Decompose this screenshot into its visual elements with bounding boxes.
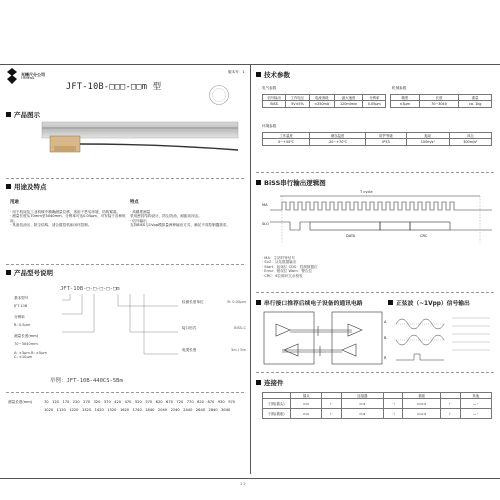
length-value: 570 xyxy=(145,400,153,404)
environment-table: 工作温度 储存温度 防护等级 振动 冲击 0~+50℃ -20~+70℃ IP53 100m/s² 300m/s² xyxy=(262,132,492,146)
biss-timing-diagram xyxy=(270,194,492,248)
section-bullet-icon xyxy=(256,380,261,385)
sine-label-a: A xyxy=(384,320,387,324)
length-value: 1020 xyxy=(44,408,54,412)
section-product-figure: 产品图示 xyxy=(6,110,40,119)
connector-plug-icon: ⊏▭ xyxy=(291,409,322,419)
logo-icon xyxy=(6,68,18,84)
logo-cn: 光栅尺分公司 xyxy=(21,71,45,77)
model-code-template: JFT-10B-□-□-□-□-□m xyxy=(60,286,120,292)
length-value: 2840 xyxy=(208,408,218,412)
mechanical-table: 精度 长度 重量 ±3μm 70~3040 ca. 1kg xyxy=(390,94,492,108)
section-bullet-icon xyxy=(256,300,261,305)
sine-wave-diagram xyxy=(392,310,492,370)
length-value: 970 xyxy=(228,400,236,404)
section-usage: 用途及特点 xyxy=(6,182,47,191)
length-value: 1120 xyxy=(56,408,66,412)
center-divider xyxy=(250,64,251,474)
model-right-labels: 检测长度单位 B: 0.05μm 接口形式 BiSS-C 电缆长度 3m / 5m xyxy=(182,300,246,352)
page-version: 版本号：1 xyxy=(228,70,245,74)
electrical-table: 信号输出 工作电压 电流消耗 最大速度 分辨率 BiSS 5V±5% <250mA 120m/min 0.05μm xyxy=(262,94,386,108)
model-field-list: 基本型号 JFT-10B 分辨率 B: 0.5μm 测量长度(mm) 70~3040mm A: ±3μm B: ±5μm C: ±10μm xyxy=(14,296,64,360)
connector-icon: ⊏▭⊐ xyxy=(403,399,441,409)
length-value: 1740 xyxy=(132,408,142,412)
footer-page-number: 1 2 xyxy=(240,482,246,486)
section-bullet-icon xyxy=(6,112,11,117)
length-value: 270 xyxy=(83,400,91,404)
usage-col2-list: · 高精度测量 采用密封结构设计，防尘防油，耐振动冲击。 · 信号输出 支持BiSS与1Vpp模拟量两种输出方式，满足不同控制器需求。 xyxy=(130,210,230,228)
model-title: JFT-10B-□□□-□□m 型 xyxy=(66,82,162,92)
connector-icon: ⊏▭⊐ xyxy=(403,409,441,419)
length-value: 2440 xyxy=(183,408,193,412)
length-value: 870 xyxy=(207,400,215,404)
length-value: 3040 xyxy=(221,408,231,412)
length-value: 470 xyxy=(124,400,132,404)
section-bullet-icon xyxy=(256,180,261,185)
sine-label-r: R xyxy=(384,356,387,360)
section-sine: 正弦波（~1Vpp）信号输出 xyxy=(388,298,470,307)
usage-col1-title: 用途 xyxy=(10,200,19,205)
length-value: 2040 xyxy=(157,408,168,412)
connector-plug-icon: ⊏▭ xyxy=(291,399,322,409)
scale-product-image xyxy=(40,118,240,162)
length-value: 1320 xyxy=(81,408,92,412)
biss-slo-label: SLO xyxy=(262,222,269,226)
length-value: 770 xyxy=(186,400,194,404)
sine-label-b: B xyxy=(384,336,387,340)
section-bullet-icon xyxy=(6,270,11,275)
length-table-label: 测量长度(mm) xyxy=(8,400,33,404)
length-value: 520 xyxy=(134,400,142,404)
length-value: 420 xyxy=(114,400,122,404)
section-connector: 连接件 xyxy=(256,378,284,387)
quality-stamp-icon xyxy=(208,84,230,106)
section-tech: 技术参数 xyxy=(256,70,290,79)
tech-sub-electrical: 电气参数 xyxy=(262,86,277,90)
connector-socket-icon: ▭⊐ xyxy=(341,409,383,419)
length-value: 1420 xyxy=(94,408,104,412)
section-circuit: 串行接口推荐后续电子设备的通讯电路 xyxy=(256,298,363,307)
section-bullet-icon xyxy=(6,184,11,189)
connector-icon: —◦ xyxy=(460,399,492,409)
length-value: 920 xyxy=(217,400,225,404)
length-value: 1840 xyxy=(145,408,155,412)
usage-col2-title: 特点 xyxy=(130,200,139,205)
bottom-rule xyxy=(0,478,500,479)
length-value: 1520 xyxy=(107,408,117,412)
length-value: 1220 xyxy=(69,408,79,412)
biss-data-label: DATA xyxy=(346,234,356,238)
connector-icon: —◦ xyxy=(460,409,492,419)
length-row-2 xyxy=(44,408,230,412)
biss-tcycle-label: T cycle xyxy=(360,190,373,194)
model-code-leader-lines xyxy=(60,292,180,372)
model-example: 举例：JFT-10B-440CS-5Bm xyxy=(50,378,123,384)
biss-notes: · MA：主站时钟信号 · SLO：从站数据输出 · Start：起始位 CDS：控制数据位 · Error：错误位 Warn：警告位 · CRC：6位循环冗余校验 xyxy=(262,256,318,278)
length-value: 120 xyxy=(52,400,59,404)
length-value: 2240 xyxy=(170,408,180,412)
usage-col1-list: · 用于机床及工业机械中精确测量位移，适用于恶劣环境，结构紧凑。 · 测量长度从70mm至3040mm，分辨率可达0.05μm，可安装于各种机床。 · 具备抗油污、防尘结构，适合数控机床闭环控制。 xyxy=(10,210,126,228)
model-field-row: 基本型号 xyxy=(14,296,29,300)
length-value: 2640 xyxy=(195,408,206,412)
communication-circuit-diagram xyxy=(262,310,387,366)
connector-socket-icon: ▭⊐ xyxy=(341,399,383,409)
tech-sub-mechanical: 机械参数 xyxy=(392,86,407,90)
section-bullet-icon xyxy=(256,72,261,77)
section-biss: BiSS串行输出逻辑图 xyxy=(256,178,326,187)
company-logo xyxy=(6,68,45,84)
length-value: 820 xyxy=(197,400,204,404)
connector-table: 插头 连接器 插座 其他 引线(插头) ⊏▭ ⊢ ▭⊐ ⊣ ⊏▭⊐ ⊢ —◦ 引线(插座) ⊏▭ ⊢ ▭⊐ ⊣ ⊏▭⊐ ⊢ —◦ xyxy=(262,392,492,419)
section-model-explain: 产品型号说明 xyxy=(6,268,53,277)
biss-ma-label: MA xyxy=(262,203,268,207)
length-value: 170 xyxy=(62,400,70,404)
length-value: 1620 xyxy=(119,408,130,412)
tech-sub-environment: 环境参数 xyxy=(262,124,277,128)
length-value: 620 xyxy=(155,400,163,404)
length-value: 670 xyxy=(166,400,173,404)
length-value: 70 xyxy=(44,400,49,404)
length-row-1 xyxy=(44,400,235,404)
section-bullet-icon xyxy=(388,300,393,305)
length-value: 220 xyxy=(72,400,80,404)
length-value: 370 xyxy=(103,400,111,404)
length-value: 720 xyxy=(176,400,184,404)
logo-en: YISHENG xyxy=(21,75,35,80)
biss-crc-label: CRC xyxy=(420,234,428,238)
length-value: 320 xyxy=(93,400,101,404)
